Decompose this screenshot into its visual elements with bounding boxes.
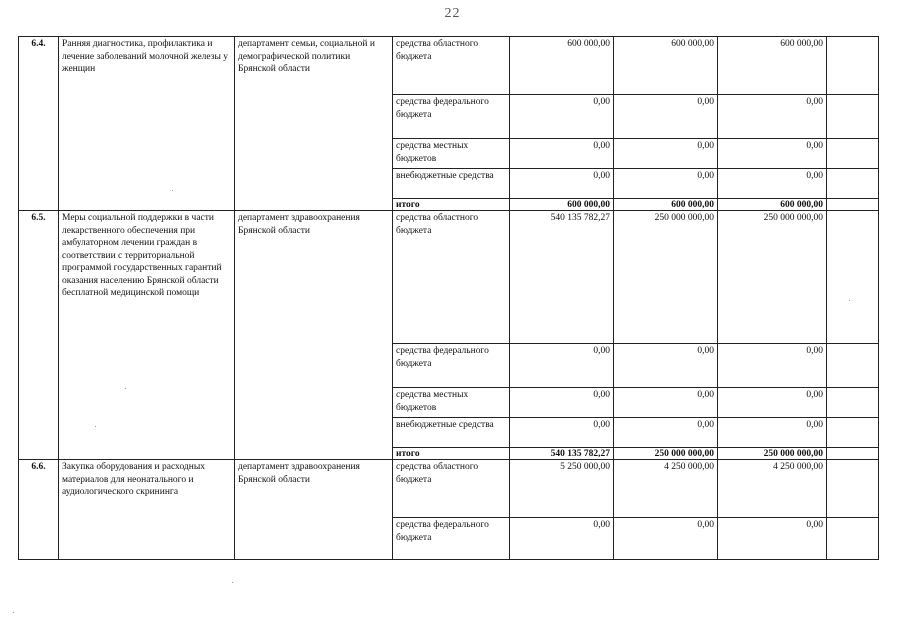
scan-speck [232,582,233,583]
table-row [19,460,879,518]
funding-source: средства областного бюджета [393,37,510,95]
amount-year-3: 4 250 000,00 [718,460,827,518]
section-number: 6.4. [19,37,59,211]
scan-speck [849,300,850,301]
amount-year-2: 0,00 [614,95,718,139]
amount-year-2: 0,00 [614,344,718,388]
note-cell [827,139,879,169]
amount-year-1: 0,00 [510,388,614,418]
funding-source-total: итого [393,448,510,460]
funding-source: средства местных бюджетов [393,388,510,418]
amount-year-2: 0,00 [614,139,718,169]
funding-source: средства федерального бюджета [393,344,510,388]
scan-speck [125,388,126,389]
amount-year-2: 250 000 000,00 [614,448,718,460]
amount-year-1: 540 135 782,27 [510,448,614,460]
amount-year-1: 0,00 [510,95,614,139]
amount-year-2: 0,00 [614,169,718,199]
note-cell [827,344,879,388]
funding-source: средства федерального бюджета [393,518,510,560]
amount-year-1: 0,00 [510,518,614,560]
note-cell [827,37,879,95]
amount-year-1: 540 135 782,27 [510,211,614,344]
funding-source: внебюджетные средства [393,169,510,199]
amount-year-2: 600 000,00 [614,199,718,211]
section-number: 6.5. [19,211,59,460]
note-cell [827,388,879,418]
amount-year-3: 600 000,00 [718,199,827,211]
amount-year-3: 250 000 000,00 [718,448,827,460]
scan-speck [95,426,96,427]
section-name: Меры социальной поддержки в части лекарственного обеспечения при амбулаторном лечении граждан в соответствии с территориальной программой государственных гарантий оказания населению Брянской области бесплатной медицинской помощи [59,211,235,460]
amount-year-2: 0,00 [614,418,718,448]
amount-year-3: 0,00 [718,518,827,560]
amount-year-1: 5 250 000,00 [510,460,614,518]
amount-year-3: 0,00 [718,169,827,199]
amount-year-2: 4 250 000,00 [614,460,718,518]
note-cell [827,169,879,199]
page-number: 22 [444,6,461,21]
funding-source-total: итого [393,199,510,211]
amount-year-3: 0,00 [718,139,827,169]
amount-year-3: 0,00 [718,388,827,418]
amount-year-2: 250 000 000,00 [614,211,718,344]
note-cell [827,448,879,460]
funding-source: средства областного бюджета [393,211,510,344]
amount-year-2: 600 000,00 [614,37,718,95]
table-row [19,211,879,344]
amount-year-2: 0,00 [614,388,718,418]
amount-year-1: 0,00 [510,169,614,199]
note-cell [827,199,879,211]
funding-source: средства местных бюджетов [393,139,510,169]
note-cell [827,211,879,344]
amount-year-3: 0,00 [718,95,827,139]
section-name: Закупка оборудования и расходных материалов для неонатального и аудиологического скрининга [59,460,235,560]
section-executor: департамент здравоохранения Брянской области [235,460,393,560]
amount-year-1: 600 000,00 [510,37,614,95]
budget-table [18,36,879,560]
section-executor: департамент здравоохранения Брянской области [235,211,393,460]
scan-speck [13,612,14,613]
amount-year-1: 0,00 [510,139,614,169]
scan-speck [172,190,173,191]
note-cell [827,460,879,518]
amount-year-1: 0,00 [510,418,614,448]
note-cell [827,518,879,560]
section-name: Ранняя диагностика, профилактика и лечение заболеваний молочной железы у женщин [59,37,235,211]
funding-source: внебюджетные средства [393,418,510,448]
funding-source: средства областного бюджета [393,460,510,518]
note-cell [827,418,879,448]
amount-year-1: 0,00 [510,344,614,388]
amount-year-1: 600 000,00 [510,199,614,211]
amount-year-3: 250 000 000,00 [718,211,827,344]
section-number: 6.6. [19,460,59,560]
amount-year-2: 0,00 [614,518,718,560]
section-executor: департамент семьи, социальной и демографической политики Брянской области [235,37,393,211]
amount-year-3: 0,00 [718,418,827,448]
table-row [19,37,879,95]
amount-year-3: 0,00 [718,344,827,388]
funding-source: средства федерального бюджета [393,95,510,139]
note-cell [827,95,879,139]
amount-year-3: 600 000,00 [718,37,827,95]
